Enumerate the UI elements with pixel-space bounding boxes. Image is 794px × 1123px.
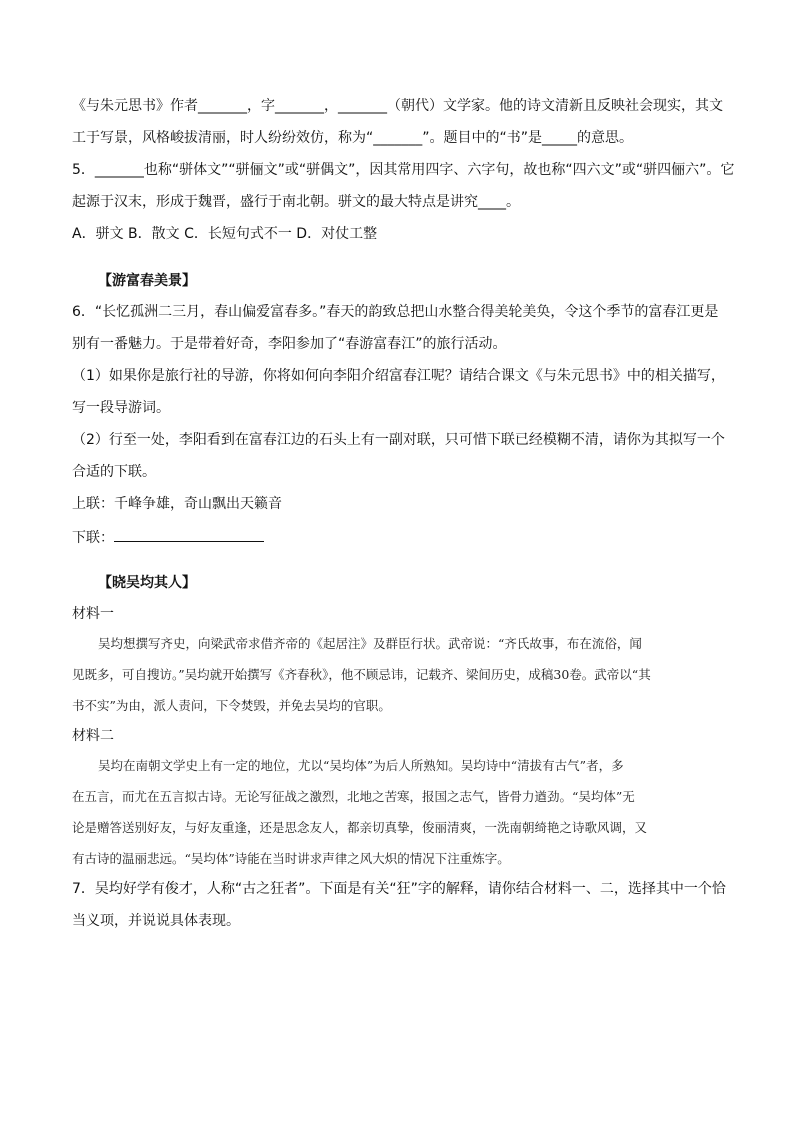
material-1-line-3: 书不实”为由，派人责问，下令焚毁，并免去吴均的官职。 [72,698,391,713]
material-1-line-2: 见既多，可自搜访。”吴均就开始撰写《齐春秋》，他不顾忌讳，记载齐、梁间历史，成稿30卷。武帝以“其 [72,667,651,682]
material-2-line-4: 有古诗的温丽悲远。“吴均体”诗能在当时讲求声律之风大炽的情况下注重炼字。 [72,851,510,866]
material-1-label: 材料一 [72,606,114,622]
couplet-upper: 上联：千峰争雄，奇山飘出天籁音 [72,496,282,512]
q6-line-1: 6．“长忆孤洲二三月，春山偏爱富春多。”春天的韵致总把山水整合得美轮美奂，令这个季节的富春江更是 [72,304,719,320]
material-2-line-1: 吴均在南朝文学史上有一定的地位，尤以“吴均体”为后人所熟知。吴均诗中“清拔有古气”者，多 [98,758,624,773]
material-2-line-3: 论是赠答送别好友，与好友重逢，还是思念友人，都亲切真挚，俊丽清爽，一洗南朝绮艳之诗歌风调，又 [72,820,648,835]
q5-line-1: 5．_______也称“骈体文”“骈俪文”或“骈偶文”，因其常用四字、六字句，故也称“四六文”或“骈四俪六”。它 [72,162,735,178]
q5-line-2: 起源于汉末，形成于魏晋，盛行于南北朝。骈文的最大特点是讲究____。 [72,194,520,210]
q6-1-line-2: 写一段导游词。 [72,400,170,416]
couplet-lower-label: 下联： [72,530,114,546]
couplet-answer-blank[interactable] [114,526,264,542]
section-heading-fuchun: 【游富春美景】 [98,273,196,289]
material-2-label: 材料二 [72,728,114,744]
material-1-line-1: 吴均想撰写齐史，向梁武帝求借齐帝的《起居注》及群臣行状。武帝说：“齐氏故事，布在流俗，闻 [98,636,642,651]
document-page [72,96,735,932]
q4-line-1: 《与朱元思书》作者_______，字_______，_______（朝代）文学家。他的诗文清新且反映社会现实，其文 [72,98,723,114]
q6-2-line-2: 合适的下联。 [72,464,156,480]
couplet-lower [72,526,722,547]
q7-line-1: 7．吴均好学有俊才，人称“古之狂者”。下面是有关“狂”字的解释，请你结合材料一、二，选择其中一个恰 [72,881,726,897]
material-2-line-2: 在五言，而尤在五言拟古诗。无论写征战之激烈，北地之苦寒，报国之志气，皆骨力遒劲。“吴均体”无 [72,789,635,804]
q6-line-2: 别有一番魅力。于是带着好奇，李阳参加了“春游富春江”的旅行活动。 [72,336,507,352]
q5-options: A．骈文 B．散文 C．长短句式不一 D．对仗工整 [72,226,378,242]
q6-2-line-1: （2）行至一处，李阳看到在富春江边的石头上有一副对联，只可惜下联已经模糊不清，请你为其拟写一个 [72,432,725,448]
q6-1-line-1: （1）如果你是旅行社的导游，你将如何向李阳介绍富春江呢？请结合课文《与朱元思书》中的相关描写， [72,368,725,384]
q4-line-2: 工于写景，风格峻拔清丽，时人纷纷效仿，称为“_______”。题目中的“书”是_____的意思。 [72,130,634,146]
section-heading-wujun: 【晓吴均其人】 [98,575,196,591]
q7-line-2: 当义项，并说说具体表现。 [72,913,240,929]
